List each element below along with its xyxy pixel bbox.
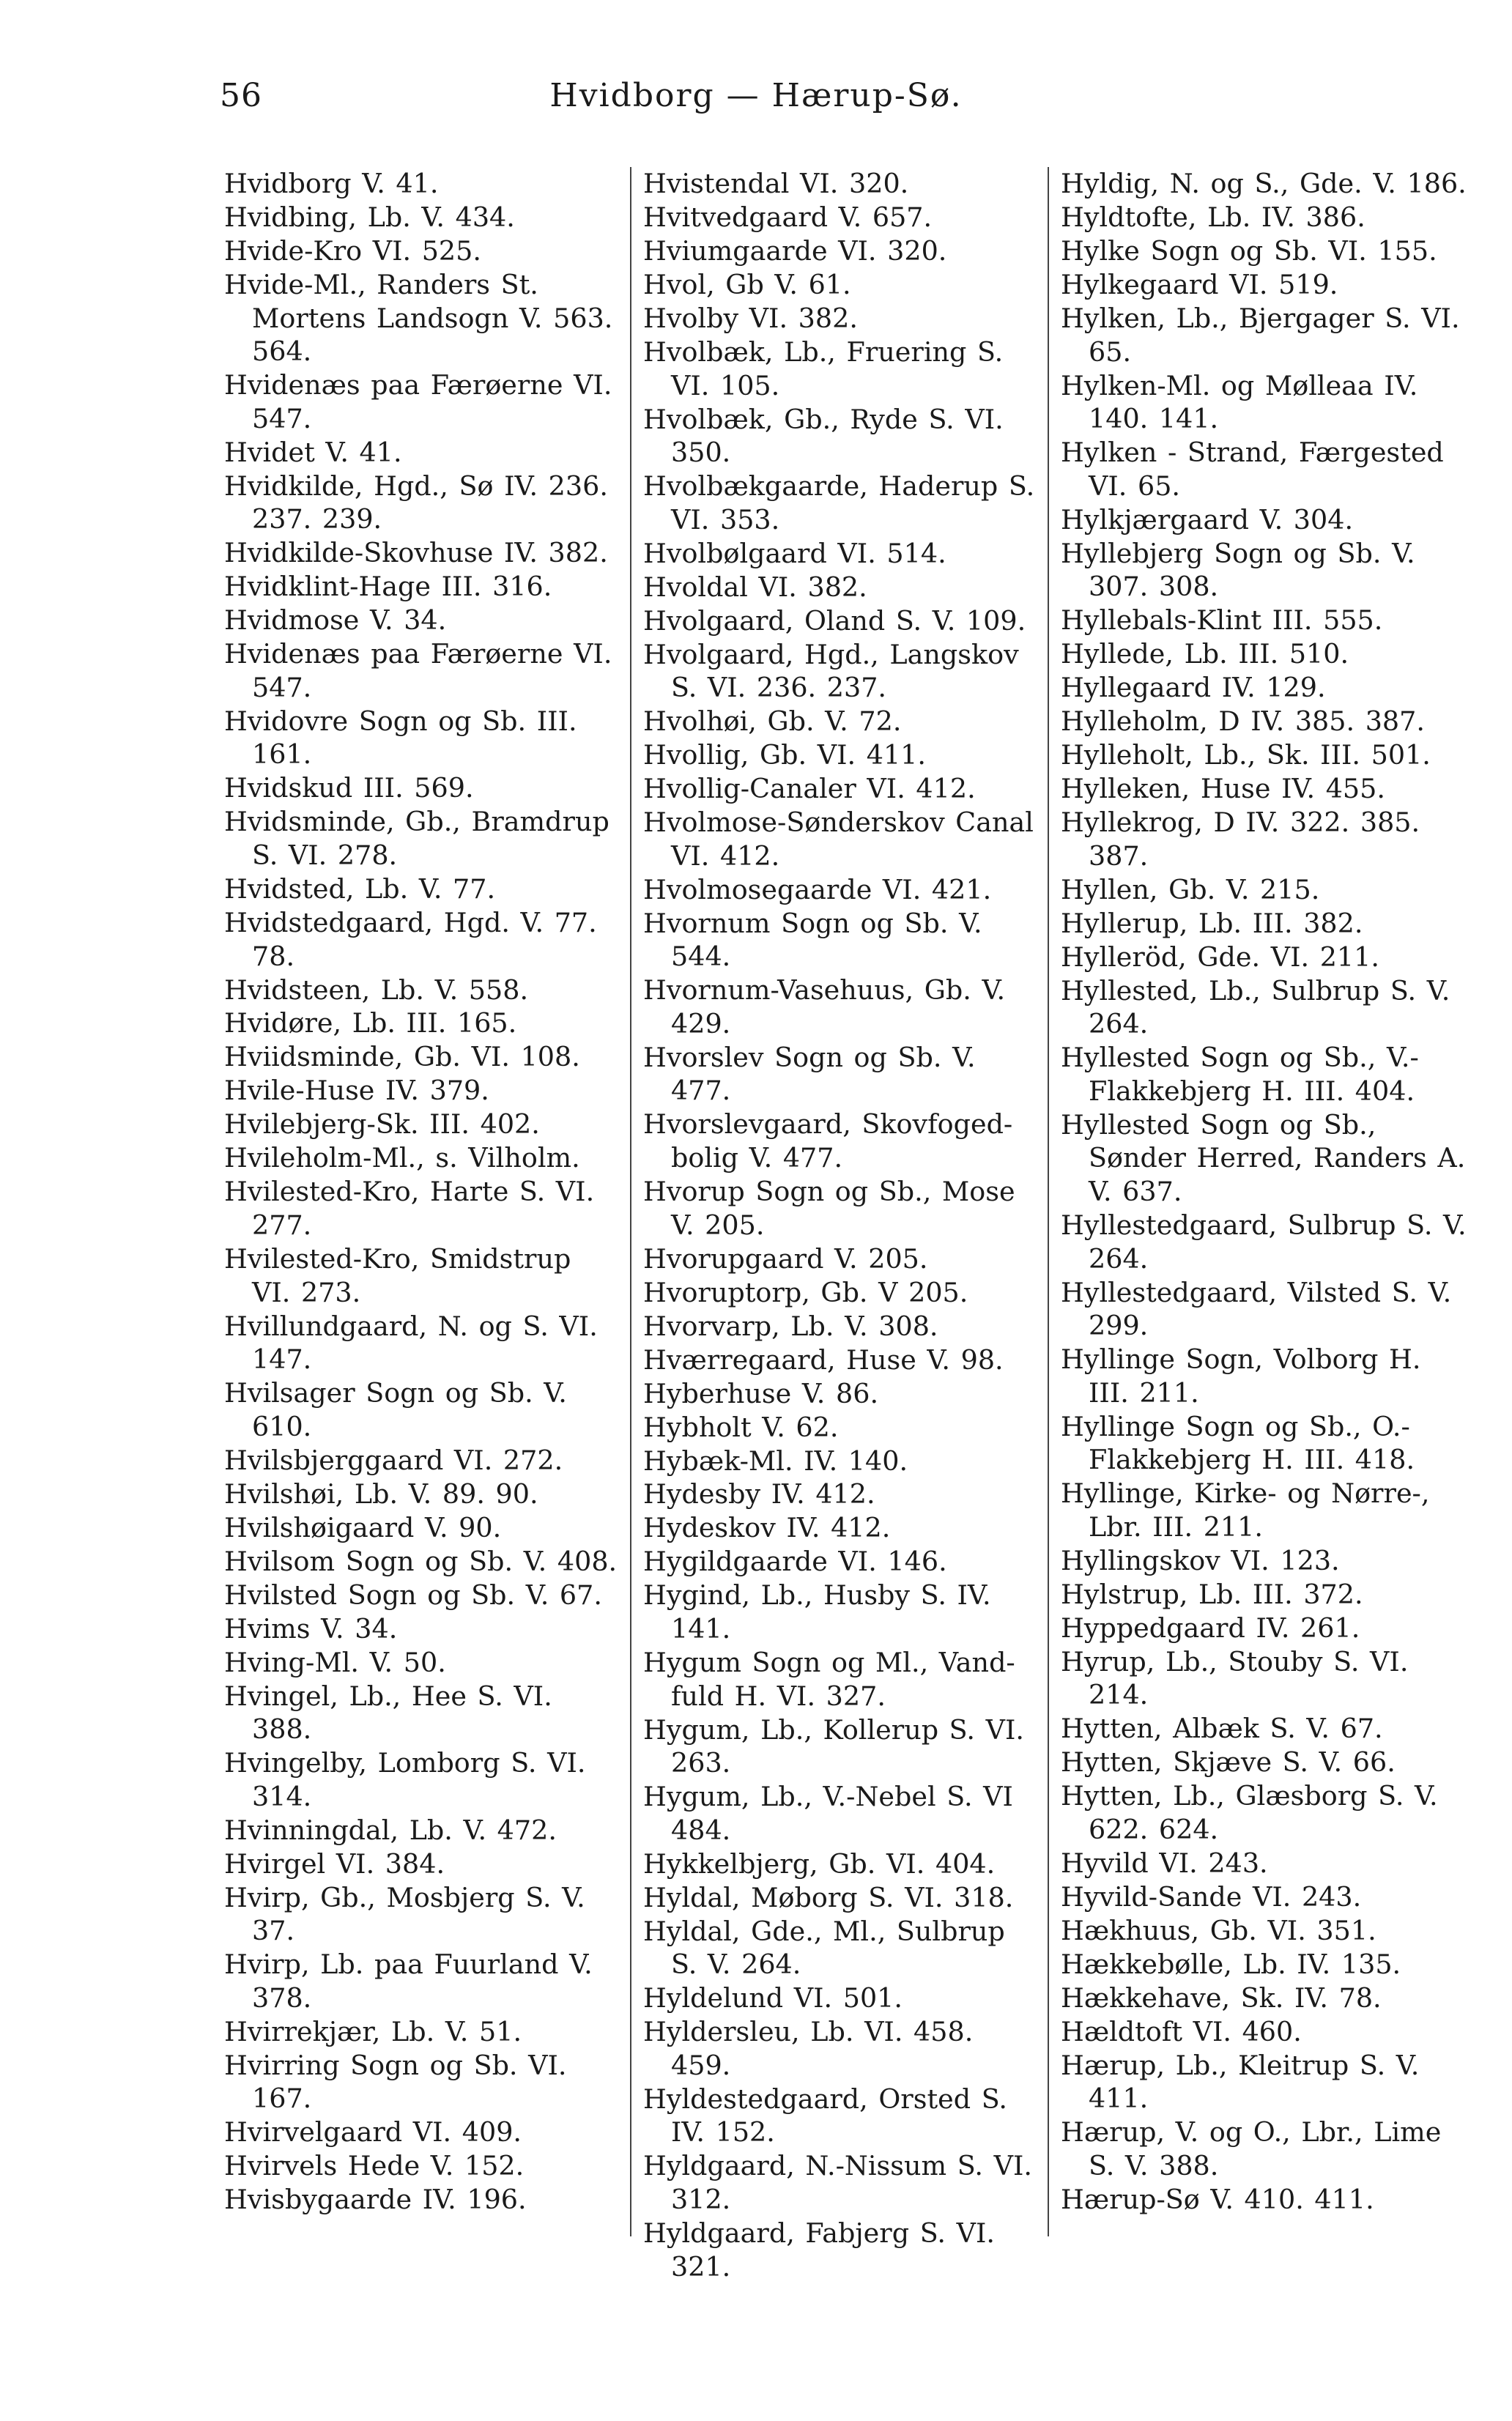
index-entry: Hylstrup, Lb. III. 372. [1061, 1578, 1363, 1610]
index-entry: Hvornum-Vasehuus, Gb. V. 429. [643, 974, 1006, 1039]
index-entry: Hyllegaard IV. 129. [1061, 672, 1326, 704]
index-entry: Hvolgaard, Oland S. V. 109. [643, 604, 1026, 637]
index-entry: Hyrup, Lb., Stouby S. VI. 214. [1061, 1645, 1409, 1711]
index-entry: Hvirvelgaard VI. 409. [224, 2116, 522, 2149]
index-entry: Hvidsteen, Lb. V. 558. [224, 974, 529, 1006]
index-entry: Hylkegaard VI. 519. [1061, 268, 1338, 300]
index-entry: Hyllinge, Kirke- og Nørre-, Lbr. III. 211. [1061, 1478, 1430, 1543]
index-entry: Hytten, Lb., Glæsborg S. V. 622. 624. [1061, 1780, 1438, 1845]
index-entry: Hygildgaarde VI. 146. [643, 1546, 947, 1578]
index-entry: Hvollig, Gb. VI. 411. [643, 739, 926, 771]
index-entry: Hyllede, Lb. III. 510. [1061, 638, 1349, 670]
column-divider [630, 167, 631, 2236]
index-entry: Hylleröd, Gde. VI. 211. [1061, 941, 1379, 973]
index-entry: Hylken, Lb., Bjergager S. VI. 65. [1061, 302, 1460, 368]
index-entry: Hyppedgaard IV. 261. [1061, 1612, 1360, 1644]
index-entry: Hvinningdal, Lb. V. 472. [224, 1814, 557, 1846]
index-entry: Hvingel, Lb., Hee S. VI. 388. [224, 1680, 552, 1746]
index-entry: Hyldelund VI. 501. [643, 1982, 903, 2014]
index-entry: Hylleholm, D IV. 385. 387. [1061, 705, 1425, 738]
index-entry: Hækkebølle, Lb. IV. 135. [1061, 1948, 1401, 1980]
index-entry: Hvirp, Gb., Mosbjerg S. V. 37. [224, 1881, 585, 1947]
index-entry: Hvirrekjær, Lb. V. 51. [224, 2015, 522, 2047]
index-entry: Hvorup Sogn og Sb., Mose V. 205. [643, 1176, 1015, 1241]
index-entry: Hyllested, Lb., Sulbrup S. V. 264. [1061, 974, 1450, 1040]
index-entry: Hyldersleu, Lb. VI. 458. 459. [643, 2016, 974, 2081]
index-entry: Hvolbæk, Lb., Fruering S. VI. 105. [643, 335, 1004, 401]
index-entry: Hyvild-Sande VI. 243. [1061, 1880, 1362, 1913]
index-entry: Hvolhøi, Gb. V. 72. [643, 705, 902, 738]
index-entry: Hylleken, Huse IV. 455. [1061, 773, 1385, 805]
index-entry: Hvilsom Sogn og Sb. V. 408. [224, 1545, 618, 1577]
index-entry: Hybholt V. 62. [643, 1411, 839, 1443]
index-entry: Hvilested-Kro, Smidstrup VI. 273. [224, 1242, 571, 1308]
index-entry: Hvingelby, Lomborg S. VI. 314. [224, 1747, 586, 1812]
index-entry: Hyllingskov VI. 123. [1061, 1544, 1340, 1576]
index-column-2 [643, 167, 1039, 2284]
index-entry: Hygind, Lb., Husby S. IV. 141. [643, 1579, 991, 1645]
index-entry: Hygum Sogn og Ml., Vand-fuld H. VI. 327. [643, 1647, 1015, 1712]
index-entry: Hyllinge Sogn og Sb., O.-Flakkebjerg H. III. 418. [1061, 1410, 1415, 1476]
index-entry: Hyldgaard, N.-Nissum S. VI. 312. [643, 2150, 1033, 2216]
index-entry: Hvorslevgaard, Skovfoged-bolig V. 477. [643, 1108, 1013, 1174]
index-entry: Hvirp, Lb. paa Fuurland V. 378. [224, 1949, 593, 2014]
index-entry: Hylken - Strand, Færgested VI. 65. [1061, 437, 1444, 502]
index-entry: Hvims V. 34. [224, 1612, 398, 1645]
index-entry: Hylken-Ml. og Mølleaa IV. 140. 141. [1061, 369, 1418, 435]
index-entry: Hyllestedgaard, Sulbrup S. V. 264. [1061, 1209, 1467, 1275]
index-entry: Hylleholt, Lb., Sk. III. 501. [1061, 739, 1431, 771]
index-entry: Hvile-Huse IV. 379. [224, 1075, 489, 1107]
index-entry: Hygum, Lb., Kollerup S. VI. 263. [643, 1713, 1024, 1779]
index-entry: Hvidmose V. 34. [224, 604, 447, 637]
index-entry: Hvornum Sogn og Sb. V. 544. [643, 907, 982, 973]
index-entry: Hvidbing, Lb. V. 434. [224, 201, 515, 233]
index-entry: Hvolgaard, Hgd., Langskov S. VI. 236. 237. [643, 638, 1019, 704]
index-column-3 [1061, 167, 1471, 2217]
index-entry: Hybæk-Ml. IV. 140. [643, 1445, 908, 1477]
index-entry: Hvolbølgaard VI. 514. [643, 537, 946, 569]
index-entry: Hyldal, Møborg S. VI. 318. [643, 1881, 1014, 1913]
index-entry: Hvisbygaarde IV. 196. [224, 2184, 527, 2216]
index-entry: Hyllested Sogn og Sb., V.-Flakkebjerg H. III. 404. [1061, 1042, 1419, 1107]
index-entry: Hyldal, Gde., Ml., Sulbrup S. V. 264. [643, 1915, 1005, 1981]
index-entry: Hyllebjerg Sogn og Sb. V. 307. 308. [1061, 537, 1415, 603]
index-entry: Hyllestedgaard, Vilsted S. V. 299. [1061, 1276, 1452, 1342]
index-entry: Hyldestedgaard, Orsted S. IV. 152. [643, 2083, 1008, 2149]
index-entry: Hvide-Kro VI. 525. [224, 234, 481, 267]
index-entry: Hvidklint-Hage III. 316. [224, 571, 552, 603]
index-entry: Hvidøre, Lb. III. 165. [224, 1007, 517, 1039]
index-entry: Hvilsager Sogn og Sb. V. 610. [224, 1377, 567, 1442]
index-entry: Hvilsbjerggaard VI. 272. [224, 1444, 563, 1476]
index-entry: Hvilebjerg-Sk. III. 402. [224, 1108, 540, 1141]
index-entry: Hyllekrog, D IV. 322. 385. 387. [1061, 807, 1420, 872]
index-entry: Hydeskov IV. 412. [643, 1512, 891, 1544]
running-head: Hvidborg — Hærup-Sø. [549, 77, 963, 114]
index-entry: Hyldtofte, Lb. IV. 386. [1061, 201, 1365, 233]
index-entry: Hvirring Sogn og Sb. VI. 167. [224, 2049, 567, 2115]
index-entry: Hværregaard, Huse V. 98. [643, 1343, 1004, 1376]
index-entry: Hvollig-Canaler VI. 412. [643, 773, 976, 805]
index-entry: Hvidsted, Lb. V. 77. [224, 872, 496, 905]
index-entry: Hvidkilde-Skovhuse IV. 382. [224, 537, 608, 569]
index-entry: Hvidkilde, Hgd., Sø IV. 236. 237. 239. [224, 470, 608, 535]
index-entry: Hylkjærgaard V. 304. [1061, 503, 1354, 535]
index-entry: Hving-Ml. V. 50. [224, 1646, 446, 1678]
index-entry: Hytten, Albæk S. V. 67. [1061, 1713, 1383, 1745]
index-entry: Hvileholm-Ml., s. Vilholm. [224, 1142, 580, 1174]
index-entry: Hyberhuse V. 86. [643, 1377, 879, 1409]
index-entry: Hvilshøi, Lb. V. 89. 90. [224, 1478, 538, 1510]
index-entry: Hvilsted Sogn og Sb. V. 67. [224, 1579, 602, 1611]
index-entry: Hykkelbjerg, Gb. VI. 404. [643, 1847, 996, 1880]
index-entry: Hvolbæk, Gb., Ryde S. VI. 350. [643, 403, 1004, 469]
page-number: 56 [220, 77, 262, 114]
index-entry: Hvoldal VI. 382. [643, 571, 867, 603]
index-entry: Hækhuus, Gb. VI. 351. [1061, 1914, 1376, 1946]
index-entry: Hvolbækgaarde, Haderup S. VI. 353. [643, 470, 1035, 535]
index-entry: Hyllinge Sogn, Volborg H. III. 211. [1061, 1343, 1421, 1409]
column-divider [1048, 167, 1049, 2236]
index-entry: Hvidovre Sogn og Sb. III. 161. [224, 705, 577, 771]
index-entry: Hvoruptorp, Gb. V 205. [643, 1276, 968, 1308]
index-entry: Hyllerup, Lb. III. 382. [1061, 907, 1363, 939]
index-entry: Hyldgaard, Fabjerg S. VI. 321. [643, 2217, 995, 2283]
index-entry: Hærup-Sø V. 410. 411. [1061, 2184, 1374, 2216]
index-entry: Hvirvels Hede V. 152. [224, 2150, 525, 2182]
index-entry: Hvolmose-Sønderskov Canal VI. 412. [643, 807, 1034, 872]
index-entry: Hvidenæs paa Færøerne VI. 547. [224, 638, 612, 703]
index-entry: Hærup, Lb., Kleitrup S. V. 411. [1061, 2049, 1420, 2115]
index-entry: Hældtoft VI. 460. [1061, 2015, 1302, 2047]
index-entry: Hvistendal VI. 320. [643, 168, 909, 199]
index-entry: Hvol, Gb V. 61. [643, 268, 851, 300]
index-column-1 [224, 167, 620, 2217]
index-entry: Hvirgel VI. 384. [224, 1847, 445, 1880]
index-entry: Hvidstedgaard, Hgd. V. 77. 78. [224, 906, 597, 972]
index-entry: Hytten, Skjæve S. V. 66. [1061, 1746, 1396, 1779]
index-entry: Hylke Sogn og Sb. VI. 155. [1061, 234, 1437, 267]
index-entry: Hvilested-Kro, Harte S. VI. 277. [224, 1176, 595, 1241]
index-entry: Hvidskud III. 569. [224, 772, 474, 804]
index-entry: Hygum, Lb., V.-Nebel S. VI 484. [643, 1781, 1013, 1846]
index-entry: Hækkehave, Sk. IV. 78. [1061, 1981, 1382, 2014]
index-entry: Hvidborg V. 41. [224, 168, 439, 199]
index-entry: Hviidsminde, Gb. VI. 108. [224, 1041, 580, 1073]
index-entry: Hvorslev Sogn og Sb. V. 477. [643, 1041, 976, 1107]
index-entry: Hyldig, N. og S., Gde. V. 186. [1061, 168, 1467, 199]
index-entry: Hvolby VI. 382. [643, 302, 858, 334]
index-entry: Hyvild VI. 243. [1061, 1847, 1268, 1879]
index-entry: Hærup, V. og O., Lbr., Lime S. V. 388. [1061, 2116, 1442, 2182]
index-entry: Hvorvarp, Lb. V. 308. [643, 1310, 938, 1342]
index-entry: Hyllebals-Klint III. 555. [1061, 604, 1383, 637]
index-entry: Hyllested Sogn og Sb., Sønder Herred, Randers A. V. 637. [1061, 1108, 1466, 1208]
index-entry: Hydesby IV. 412. [643, 1478, 875, 1510]
index-entry: Hvilshøigaard V. 90. [224, 1511, 502, 1543]
index-entry: Hvide-Ml., Randers St. Mortens Landsogn V. 563. 564. [224, 268, 613, 368]
index-entry: Hviumgaarde VI. 320. [643, 234, 947, 267]
index-entry: Hvitvedgaard V. 657. [643, 201, 933, 233]
index-entry: Hvolmosegaarde VI. 421. [643, 873, 992, 905]
index-entry: Hvillundgaard, N. og S. VI. 147. [224, 1310, 598, 1376]
index-entry: Hvidsminde, Gb., Bramdrup S. VI. 278. [224, 806, 609, 871]
index-entry: Hvidenæs paa Færøerne VI. 547. [224, 369, 612, 434]
index-entry: Hvidet V. 41. [224, 436, 402, 468]
index-entry: Hvorupgaard V. 205. [643, 1242, 928, 1275]
index-entry: Hyllen, Gb. V. 215. [1061, 873, 1320, 905]
